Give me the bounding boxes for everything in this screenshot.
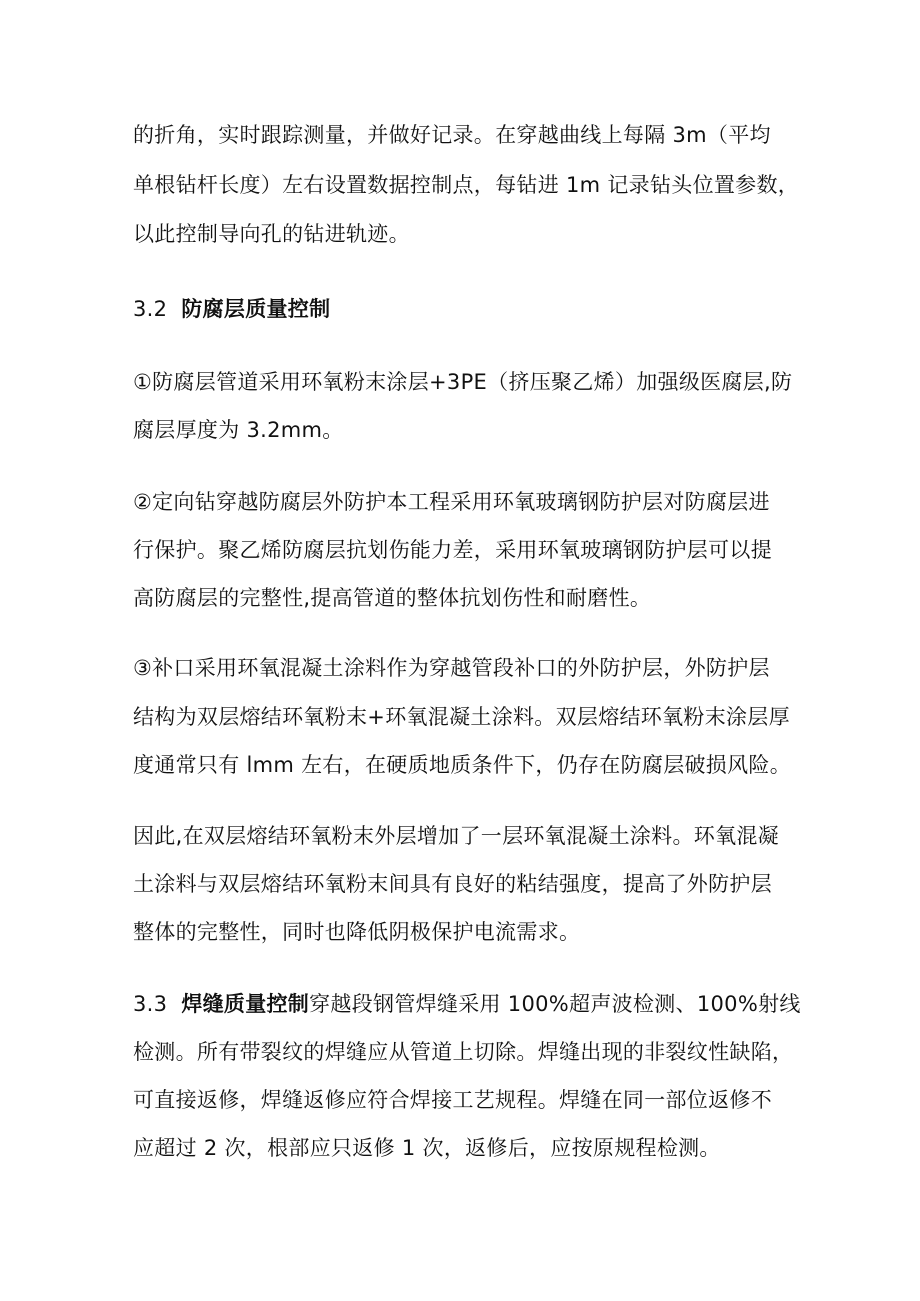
list-item-line: 行保护。聚乙烯防腐层抗划伤能力差，采用环氧玻璃钢防护层可以提 xyxy=(133,538,772,562)
section-number: 3.2 xyxy=(133,297,168,321)
list-item-line: ①防腐层管道采用环氧粉末涂层+3PE（挤压聚乙烯）加强级医腐层,防 xyxy=(133,370,793,394)
paragraph-line: 以此控制导向孔的钻进轨迹。 xyxy=(133,222,410,246)
paragraph-line: 整体的完整性，同时也降低阴极保护电流需求。 xyxy=(133,920,581,944)
section-heading-3-2 xyxy=(133,294,330,324)
paragraph-line: 土涂料与双层熔结环氧粉末间具有良好的粘结强度，提高了外防护层 xyxy=(133,872,772,896)
list-item-line: 结构为双层熔结环氧粉末+环氧混凝土涂料。双层熔结环氧粉末涂层厚 xyxy=(133,705,790,729)
list-item-line: 腐层厚度为 3.2mm。 xyxy=(133,418,344,442)
paragraph-line: 的折角，实时跟踪测量，并做好记录。在穿越曲线上每隔 3m（平均 xyxy=(133,123,771,147)
paragraph-line: 检测。所有带裂纹的焊缝应从管道上切除。焊缝出现的非裂纹性缺陷， xyxy=(133,1040,794,1064)
section-number: 3.3 xyxy=(133,992,168,1016)
section-heading-3-3 xyxy=(133,989,801,1019)
paragraph-line: 单根钻杆长度）左右设置数据控制点，每钻进 1m 记录钻头位置参数， xyxy=(133,173,800,197)
paragraph-line: 因此,在双层熔结环氧粉末外层增加了一层环氧混凝土涂料。环氧混凝 xyxy=(133,824,779,848)
list-item-line: ③补口采用环氧混凝土涂料作为穿越管段补口的外防护层，外防护层 xyxy=(133,656,770,680)
list-item-line: 高防腐层的完整性,提高管道的整体抗划伤性和耐磨性。 xyxy=(133,586,652,610)
section-first-line-text: 穿越段钢管焊缝采用 100%超声波检测、100%射线 xyxy=(309,992,801,1016)
section-title: 焊缝质量控制 xyxy=(181,992,310,1016)
paragraph-line: 可直接返修，焊缝返修应符合焊接工艺规程。焊缝在同一部位返修不 xyxy=(133,1088,772,1112)
section-title: 防腐层质量控制 xyxy=(181,297,331,321)
paragraph-line: 应超过 2 次，根部应只返修 1 次，返修后，应按原规程检测。 xyxy=(133,1136,721,1160)
list-item-line: 度通常只有 lmm 左右，在硬质地质条件下，仍存在防腐层破损风险。 xyxy=(133,753,791,777)
list-item-line: ②定向钻穿越防腐层外防护本工程采用环氧玻璃钢防护层对防腐层进 xyxy=(133,490,770,514)
